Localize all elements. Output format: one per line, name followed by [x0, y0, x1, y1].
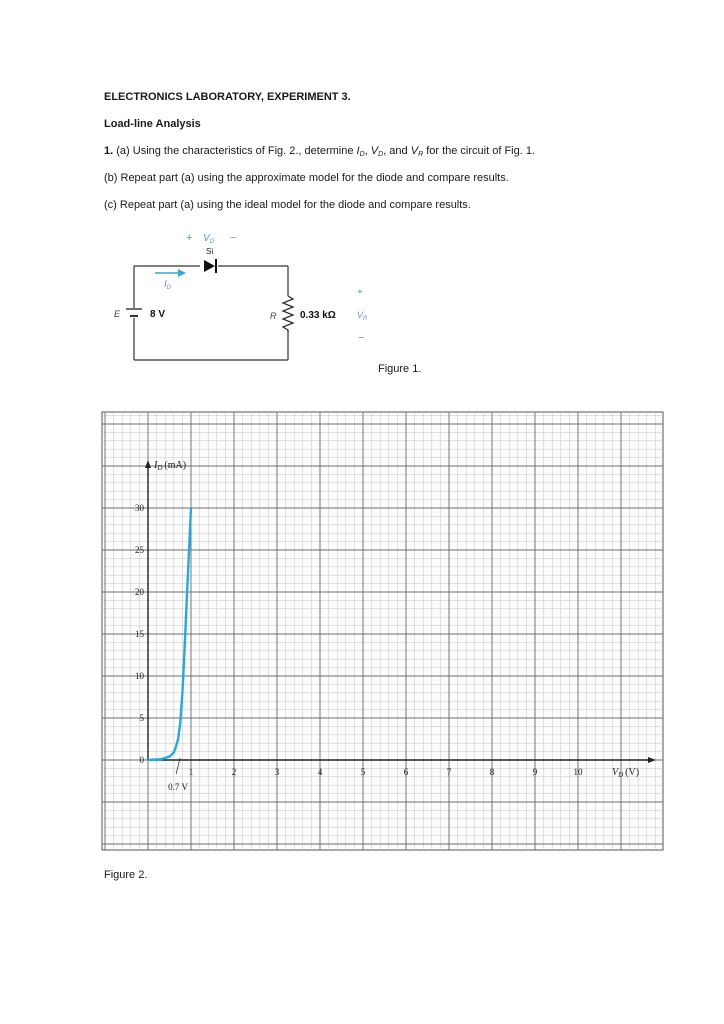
resistor-icon [283, 296, 293, 332]
x-tick-label: 8 [489, 767, 495, 777]
question-1a-text: (a) Using the characteristics of Fig. 2., determine [116, 145, 354, 157]
resistor-value: 0.33 kΩ [300, 310, 336, 321]
resistor-label: R [270, 311, 277, 321]
x-tick-label: 2 [231, 767, 237, 777]
x-tick-label: 6 [403, 767, 409, 777]
question-1c: (c) Repeat part (a) using the ideal model for the diode and compare results. [104, 199, 471, 211]
y-tick-label: 30 [135, 503, 144, 513]
characteristic-chart [100, 410, 666, 854]
current-label: $I_D$ [164, 279, 172, 291]
x-tick-label: 10 [573, 767, 583, 777]
figure-2-caption: Figure 2. [104, 869, 148, 881]
battery-icon [126, 309, 142, 316]
x-axis-label: $V_D$ (V) [612, 767, 640, 779]
x-tick-label: 3 [274, 767, 280, 777]
section-title: Load-line Analysis [104, 118, 201, 130]
current-arrow-icon [155, 269, 186, 277]
y-tick-label: 0 [139, 755, 144, 765]
y-axis-label: $I_D$ (mA) [154, 460, 187, 472]
question-number: 1. [104, 145, 114, 157]
var-vd: $V_D$ [370, 145, 384, 158]
var-vr: $V_R$ [410, 145, 424, 158]
question-1a: 1. (a) Using the characteristics of Fig. 2., determine $I_D$, $V_D$, and $V_R$ for the circuit of Fig. 1. [104, 145, 536, 158]
vd-label: $V_D$ [203, 233, 215, 245]
x-tick-label: 5 [360, 767, 366, 777]
x-tick-label: 4 [317, 767, 323, 777]
source-label: E [114, 309, 121, 319]
y-tick-label: 25 [135, 545, 144, 555]
source-value: 8 V [150, 309, 166, 320]
vr-plus: + [357, 287, 363, 298]
vd-plus: + [186, 232, 193, 244]
x-tick-label: 9 [532, 767, 538, 777]
knee-voltage-label: 0.7 V [168, 782, 189, 792]
question-1a-tail: for the circuit of Fig. 1. [426, 145, 536, 157]
y-tick-label: 20 [135, 587, 144, 597]
y-tick-label: 15 [135, 629, 144, 639]
var-id: $I_D$ [356, 145, 365, 158]
page-title: ELECTRONICS LABORATORY, EXPERIMENT 3. [104, 91, 351, 103]
x-tick-label: 7 [446, 767, 452, 777]
circuit-diagram [100, 222, 440, 362]
question-1b: (b) Repeat part (a) using the approximate model for the diode and compare results. [104, 172, 509, 184]
x-tick-label: 1 [188, 767, 194, 777]
figure-1-caption: Figure 1. [378, 363, 422, 375]
diode-material: Si [206, 247, 214, 256]
y-tick-label: 5 [139, 713, 144, 723]
y-tick-label: 10 [135, 671, 144, 681]
vr-minus: − [358, 332, 365, 344]
vd-minus: − [230, 232, 237, 244]
vr-label: $V_R$ [357, 310, 368, 322]
diode-icon [204, 259, 216, 273]
